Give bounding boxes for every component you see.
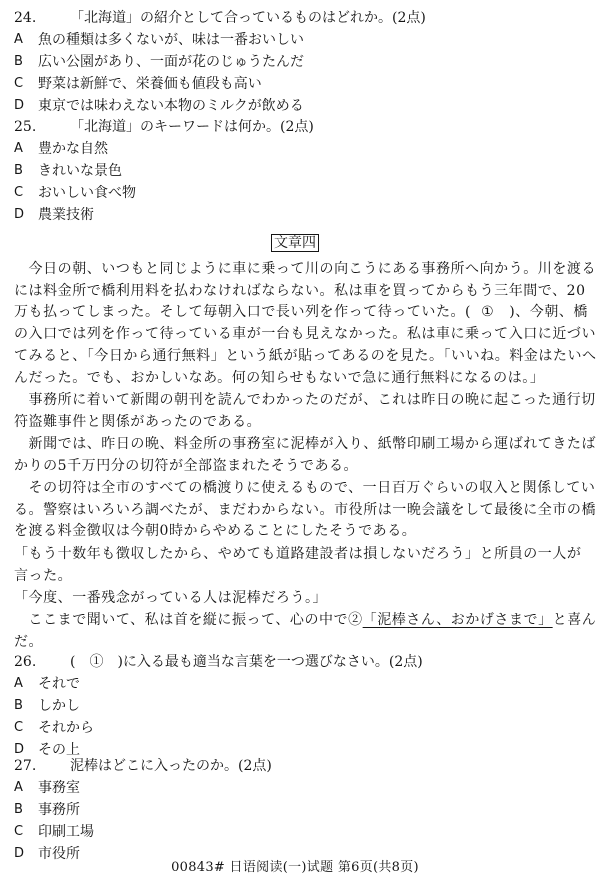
answer-option[interactable] bbox=[14, 821, 576, 843]
passage-text: ここまで聞いて、私は首を縦に振って、心の中で② bbox=[14, 612, 363, 628]
question-26 bbox=[14, 652, 576, 761]
option-text: 事務室 bbox=[38, 780, 80, 796]
passage-paragraph-1 bbox=[14, 259, 597, 389]
question-text: 「北海道」のキーワードは何か。(2点) bbox=[70, 119, 314, 135]
answer-option[interactable] bbox=[14, 73, 576, 95]
passage-line: んだった。でも、おかしいなあ。何の知らせもないで急に通行無料になるのは。」 bbox=[14, 369, 545, 386]
page-footer: 00843# 日语阅读(一)试题 第6页(共8页) bbox=[171, 860, 419, 875]
passage-paragraph-6 bbox=[14, 588, 576, 610]
passage-line: その切符は全市のすべての橋渡りに使えるもので、一日百万ぐらいの収入と関係してい bbox=[14, 480, 596, 496]
question-number: 27. bbox=[14, 758, 37, 774]
question-header bbox=[14, 117, 576, 138]
passage-line: 符盗難事件と関係があったのである。 bbox=[14, 413, 262, 430]
passage-line: 「もう十数年も徴収したから、やめても道路建設者は損しないだろう」と所員の一人が bbox=[14, 546, 582, 562]
passage-line: 事務所に着いて新聞の朝刊を読んでわかったのだが、これは昨日の晩に起こった通行切 bbox=[14, 392, 596, 408]
passage-line: には料金所で橋利用料を払わなければならない。私は車を買ってからもう三年間で、20 bbox=[14, 282, 586, 299]
passage-line: てみると、「今日から通行無料」という紙が貼ってあるのを見た。「いいね。料金はたいへ bbox=[14, 347, 597, 364]
option-letter: B bbox=[14, 54, 23, 69]
option-text: 市役所 bbox=[38, 846, 80, 862]
question-number: 24. bbox=[14, 10, 37, 26]
option-text: 農業技術 bbox=[38, 207, 94, 223]
option-letter: A bbox=[14, 141, 23, 156]
passage-paragraph-5 bbox=[14, 544, 582, 587]
passage-title-box: 文章四 bbox=[271, 234, 319, 252]
question-number: 25. bbox=[14, 119, 37, 135]
option-letter: D bbox=[14, 98, 25, 113]
option-text: しかし bbox=[38, 698, 80, 714]
answer-option[interactable] bbox=[14, 138, 576, 160]
passage-title bbox=[0, 233, 590, 253]
passage-line bbox=[14, 302, 588, 324]
option-text: 事務所 bbox=[38, 802, 80, 818]
passage-text: )、今朝、橋 bbox=[509, 304, 588, 321]
blank-marker-1: ① bbox=[481, 304, 495, 321]
option-text: それから bbox=[38, 720, 94, 736]
answer-option[interactable] bbox=[14, 695, 576, 717]
answer-option[interactable] bbox=[14, 204, 576, 226]
answer-option[interactable] bbox=[14, 95, 576, 117]
option-text: おいしい食べ物 bbox=[38, 185, 136, 201]
question-27 bbox=[14, 756, 576, 865]
answer-option[interactable] bbox=[14, 777, 576, 799]
option-text: 広い公園があり、一面が花のじゅうたんだ bbox=[38, 54, 304, 70]
passage-line: を渡る料金徴収は今朝0時からやめることにしたそうである。 bbox=[14, 523, 417, 540]
option-text: 魚の種類は多くないが、味は一番おいしい bbox=[38, 32, 304, 48]
passage-line: かりの5千万円分の切符が全部盗まれたそうである。 bbox=[14, 457, 359, 474]
passage-line: る。警察はいろいろ調べたが、まだわからない。市役所は一晩会議をして最後に全市の橋 bbox=[14, 501, 596, 518]
option-letter: C bbox=[14, 185, 24, 200]
option-letter: D bbox=[14, 742, 25, 757]
passage-text: と喜ん bbox=[552, 612, 597, 628]
option-letter: A bbox=[14, 676, 23, 691]
question-24 bbox=[14, 8, 576, 117]
option-letter: D bbox=[14, 207, 25, 222]
option-text: きれいな景色 bbox=[38, 163, 122, 179]
question-text: 泥棒はどこに入ったのか。(2点) bbox=[70, 758, 272, 774]
option-letter: B bbox=[14, 698, 23, 713]
option-text: 東京では味わえない本物のミルクが飲める bbox=[38, 98, 304, 114]
question-header bbox=[14, 652, 576, 673]
option-text: 印刷工場 bbox=[38, 824, 94, 840]
passage-text: 万も払ってしまった。そして毎朝入口で長い列を作って待っていた。( bbox=[14, 304, 472, 321]
answer-option[interactable] bbox=[14, 717, 576, 739]
option-letter: A bbox=[14, 32, 23, 47]
passage-line: だ。 bbox=[14, 633, 44, 650]
option-letter: C bbox=[14, 824, 24, 839]
option-text: その上 bbox=[38, 742, 80, 758]
answer-option[interactable] bbox=[14, 29, 576, 51]
answer-option[interactable] bbox=[14, 160, 576, 182]
option-letter: B bbox=[14, 802, 23, 817]
option-text: 豊かな自然 bbox=[38, 141, 108, 157]
passage-paragraph-3 bbox=[14, 434, 596, 477]
passage-paragraph-7 bbox=[14, 610, 597, 653]
option-letter: D bbox=[14, 846, 25, 861]
passage-line: 「今度、一番残念がっている人は泥棒だろう。」 bbox=[14, 590, 328, 606]
option-text: それで bbox=[38, 676, 80, 692]
question-text: ( ① )に入る最も適当な言葉を一つ選びなさい。(2点) bbox=[70, 654, 423, 670]
answer-option[interactable] bbox=[14, 673, 576, 695]
question-text: 「北海道」の紹介として合っているものはどれか。(2点) bbox=[70, 10, 426, 26]
passage-line: の入口では列を作って待っている車が一台も見えなかった。私は車に乗って入口に近づい bbox=[14, 326, 596, 343]
passage-paragraph-2 bbox=[14, 390, 596, 433]
passage-line: 新聞では、昨日の晩、料金所の事務室に泥棒が入り、紙幣印刷工場から運ばれてきたば bbox=[14, 436, 596, 452]
underlined-phrase-2: 「泥棒さん、おかげさまで」 bbox=[362, 612, 553, 628]
passage-line: 言った。 bbox=[14, 567, 73, 584]
option-letter: B bbox=[14, 163, 23, 178]
question-25 bbox=[14, 117, 576, 226]
question-header bbox=[14, 756, 576, 777]
option-text: 野菜は新鮮で、栄養価も値段も高い bbox=[38, 76, 262, 92]
question-header bbox=[14, 8, 576, 29]
question-number: 26. bbox=[14, 654, 37, 670]
answer-option[interactable] bbox=[14, 51, 576, 73]
passage-paragraph-4 bbox=[14, 478, 596, 543]
passage-line: 今日の朝、いつもと同じように車に乗って川の向こうにある事務所へ向かう。川を渡る bbox=[14, 261, 596, 277]
option-letter: A bbox=[14, 780, 23, 795]
option-letter: C bbox=[14, 720, 24, 735]
answer-option[interactable] bbox=[14, 799, 576, 821]
option-letter: C bbox=[14, 76, 24, 91]
passage-line bbox=[14, 610, 597, 632]
answer-option[interactable] bbox=[14, 182, 576, 204]
